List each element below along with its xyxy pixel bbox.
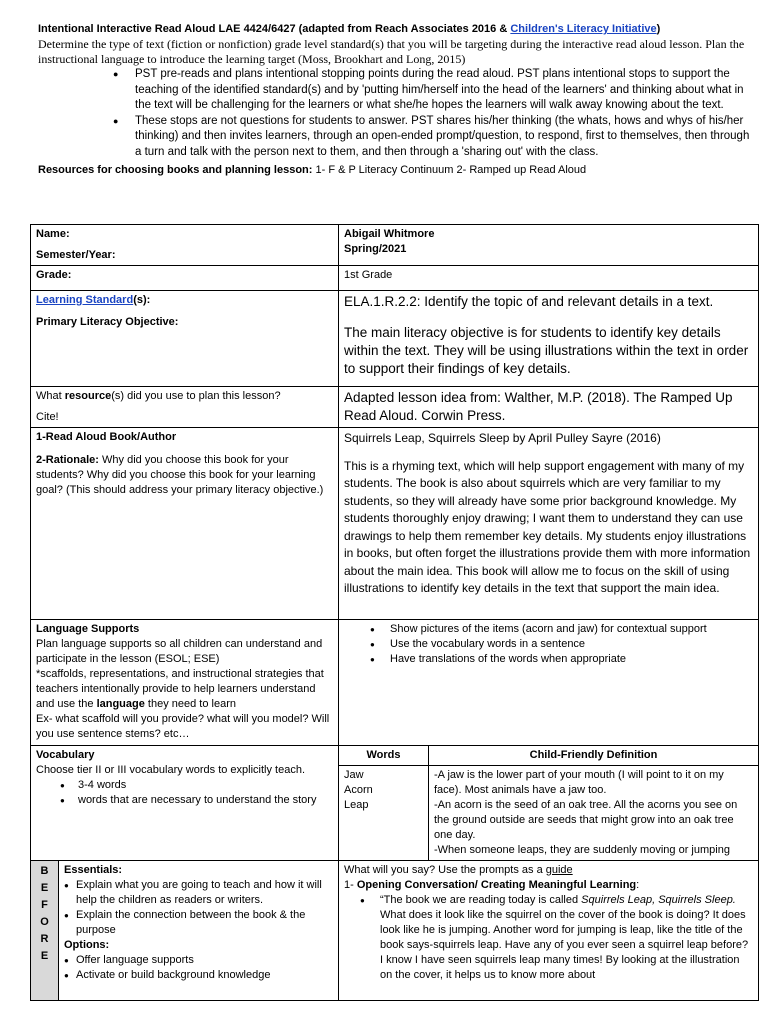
vocab-label: Vocabulary xyxy=(36,749,95,761)
word-leap: Leap xyxy=(344,799,369,811)
rationale-value: This is a rhyming text, which will help support engagement with many of my students. The book is also about squirrels which are very familiar to my students, so they will already have some prior background knowledge. My students thoroughly enjoy drawing; I want them to understand they can use drawings to help them remember key details. My students enjoy illustrations in books, but often forget the illustrations provide them with more information about the main idea. This book will allow me to focus on the skill of using illustrations to identify key details in the text that support the main idea. xyxy=(344,458,751,595)
list-item: ● words that are necessary to understand the story xyxy=(78,793,333,808)
semester-value: Spring/2021 xyxy=(344,243,407,255)
list-item: ● “The book we are reading today is called Squirrels Leap, Squirrels Sleep. What does it look like the squirrel on the cover of the book is doing? It does look like he is jumping. Another word for jumping is leap, like the title of the book says-squirrels leap. Have any of you ever seen a squirrel leap before? I know I have seen squirrels leap many times! By looking at the illustration on the cover, it helps us to know more about xyxy=(380,893,753,983)
words-header: Words xyxy=(339,746,429,766)
row-language xyxy=(31,620,759,746)
language-text-1: Plan language supports so all children can understand and participate in the lesson (ESOL; ESE) xyxy=(36,638,323,665)
intro-bullet: ● PST pre-reads and plans intentional stopping points during the read aloud. PST plans intentional stops to support the teaching of the identified standard(s) and by 'putting him/herself into the head of the learners' and thinking about what in the text will be challenging for the learners or what she/he hopes the learners will walk away knowing about the text. xyxy=(135,67,758,114)
definition-leap: -When someone leaps, they are suddenly moving or jumping xyxy=(434,844,730,856)
rationale-question: 2-Rationale: Why did you choose this book for your students? Why did you choose this book for your learning goal? (This should address your primary literacy objective.) xyxy=(36,454,324,496)
intro-section xyxy=(38,22,758,178)
vocab-list xyxy=(36,778,333,808)
definition-jaw: -A jaw is the lower part of your mouth (I will point to it on my face). Most animals have a jaw too. xyxy=(434,769,724,796)
language-text-2: *scaffolds, representations, and instructional strategies that teachers intentionally provide to help learners understand and use the language they need to learn xyxy=(36,668,324,710)
language-supports-list xyxy=(344,622,753,667)
resources-line: Resources for choosing books and planning lesson: 1- F & P Literacy Continuum 2- Ramped up Read Aloud xyxy=(38,164,587,176)
options-list xyxy=(64,953,333,983)
word-jaw: Jaw xyxy=(344,769,364,781)
say-prompt: What will you say? Use the prompts as a guide xyxy=(344,864,573,876)
row-name xyxy=(31,225,759,266)
name-label: Name: xyxy=(36,228,70,240)
list-item: ● Explain the connection between the book & the purpose xyxy=(76,908,333,938)
list-item: ● Activate or build background knowledge xyxy=(76,968,333,983)
semester-label: Semester/Year: xyxy=(36,249,116,261)
options-label: Options: xyxy=(64,939,110,951)
document-title: Intentional Interactive Read Aloud LAE 4424/6427 (adapted from Reach Associates 2016 & Children's Literacy Initiative) xyxy=(38,23,661,35)
language-text-3: Ex- what scaffold will you provide? what will you model? Will you use sentence stems? etc… xyxy=(36,713,330,740)
lesson-plan-table xyxy=(30,224,759,1001)
list-item: ● Show pictures of the items (acorn and jaw) for contextual support xyxy=(390,622,753,637)
book-label: 1-Read Aloud Book/Author xyxy=(36,431,177,443)
grade-value: 1st Grade xyxy=(339,266,759,291)
definition-acorn: -An acorn is the seed of an oak tree. All the acorns you see on the ground outside are seeds that might grow into an oak tree one day. xyxy=(434,799,738,841)
objective-label: Primary Literacy Objective: xyxy=(36,316,179,328)
list-item: ● Use the vocabulary words in a sentence xyxy=(390,637,753,652)
row-grade xyxy=(31,266,759,291)
essentials-list xyxy=(64,878,333,938)
list-item: ● Explain what you are going to teach and how it will help the children as readers or writers. xyxy=(76,878,333,908)
objective-value: The main literacy objective is for students to identify key details within the text. They will be using illustrations within the text in order to support their findings of key details. xyxy=(344,325,749,376)
essentials-label: Essentials: xyxy=(64,864,123,876)
learning-standard-link[interactable]: Learning Standard xyxy=(36,294,134,306)
before-label: B E F O R E xyxy=(31,861,59,1001)
standard-label: Learning Standard(s): xyxy=(36,294,151,306)
list-item: ● 3-4 words xyxy=(78,778,333,793)
childrens-literacy-link[interactable]: Children's Literacy Initiative xyxy=(510,23,657,35)
standard-value: ELA.1.R.2.2: Identify the topic of and relevant details in a text. xyxy=(344,294,714,309)
name-value: Abigail Whitmore xyxy=(344,228,435,240)
resource-question: What resource(s) did you use to plan this lesson? xyxy=(36,390,281,402)
word-acorn: Acorn xyxy=(344,784,373,796)
opening-heading: 1- Opening Conversation/ Creating Meaningful Learning: xyxy=(344,879,640,891)
row-before xyxy=(31,861,759,1001)
language-label: Language Supports xyxy=(36,623,140,635)
row-resource xyxy=(31,387,759,428)
guide-link[interactable]: guide xyxy=(545,864,573,876)
opening-list xyxy=(344,893,753,983)
resource-value: Adapted lesson idea from: Walther, M.P. (2018). The Ramped Up Read Aloud. Corwin Press. xyxy=(339,387,759,428)
intro-text: Determine the type of text (fiction or nonfiction) grade level standard(s) that you will be targeting during the interactive read aloud lesson. Plan the instructional language to introduce the learning target (Moss, Brookhart and Long, 2015) xyxy=(38,37,745,66)
row-book xyxy=(31,428,759,620)
vocab-text: Choose tier II or III vocabulary words to explicitly teach. xyxy=(36,764,306,776)
row-standard xyxy=(31,291,759,387)
list-item: ● Offer language supports xyxy=(76,953,333,968)
book-value: Squirrels Leap, Squirrels Sleep by April Pulley Sayre (2016) xyxy=(344,431,661,445)
cite-label: Cite! xyxy=(36,411,59,423)
list-item: ● Have translations of the words when appropriate xyxy=(390,652,753,667)
grade-label: Grade: xyxy=(31,266,339,291)
intro-bullet: ● These stops are not questions for students to answer. PST shares his/her thinking (the whats, hows and whys of his/her thinking) and then invites learners, through an open-ended prompt/question, to respond, first to themselves, then through a turn and talk with the person next to them, and then through a 'sharing out' with the class. xyxy=(135,114,758,161)
intro-bullets xyxy=(38,67,758,160)
definition-header: Child-Friendly Definition xyxy=(429,746,759,766)
row-vocab-header xyxy=(31,746,759,766)
